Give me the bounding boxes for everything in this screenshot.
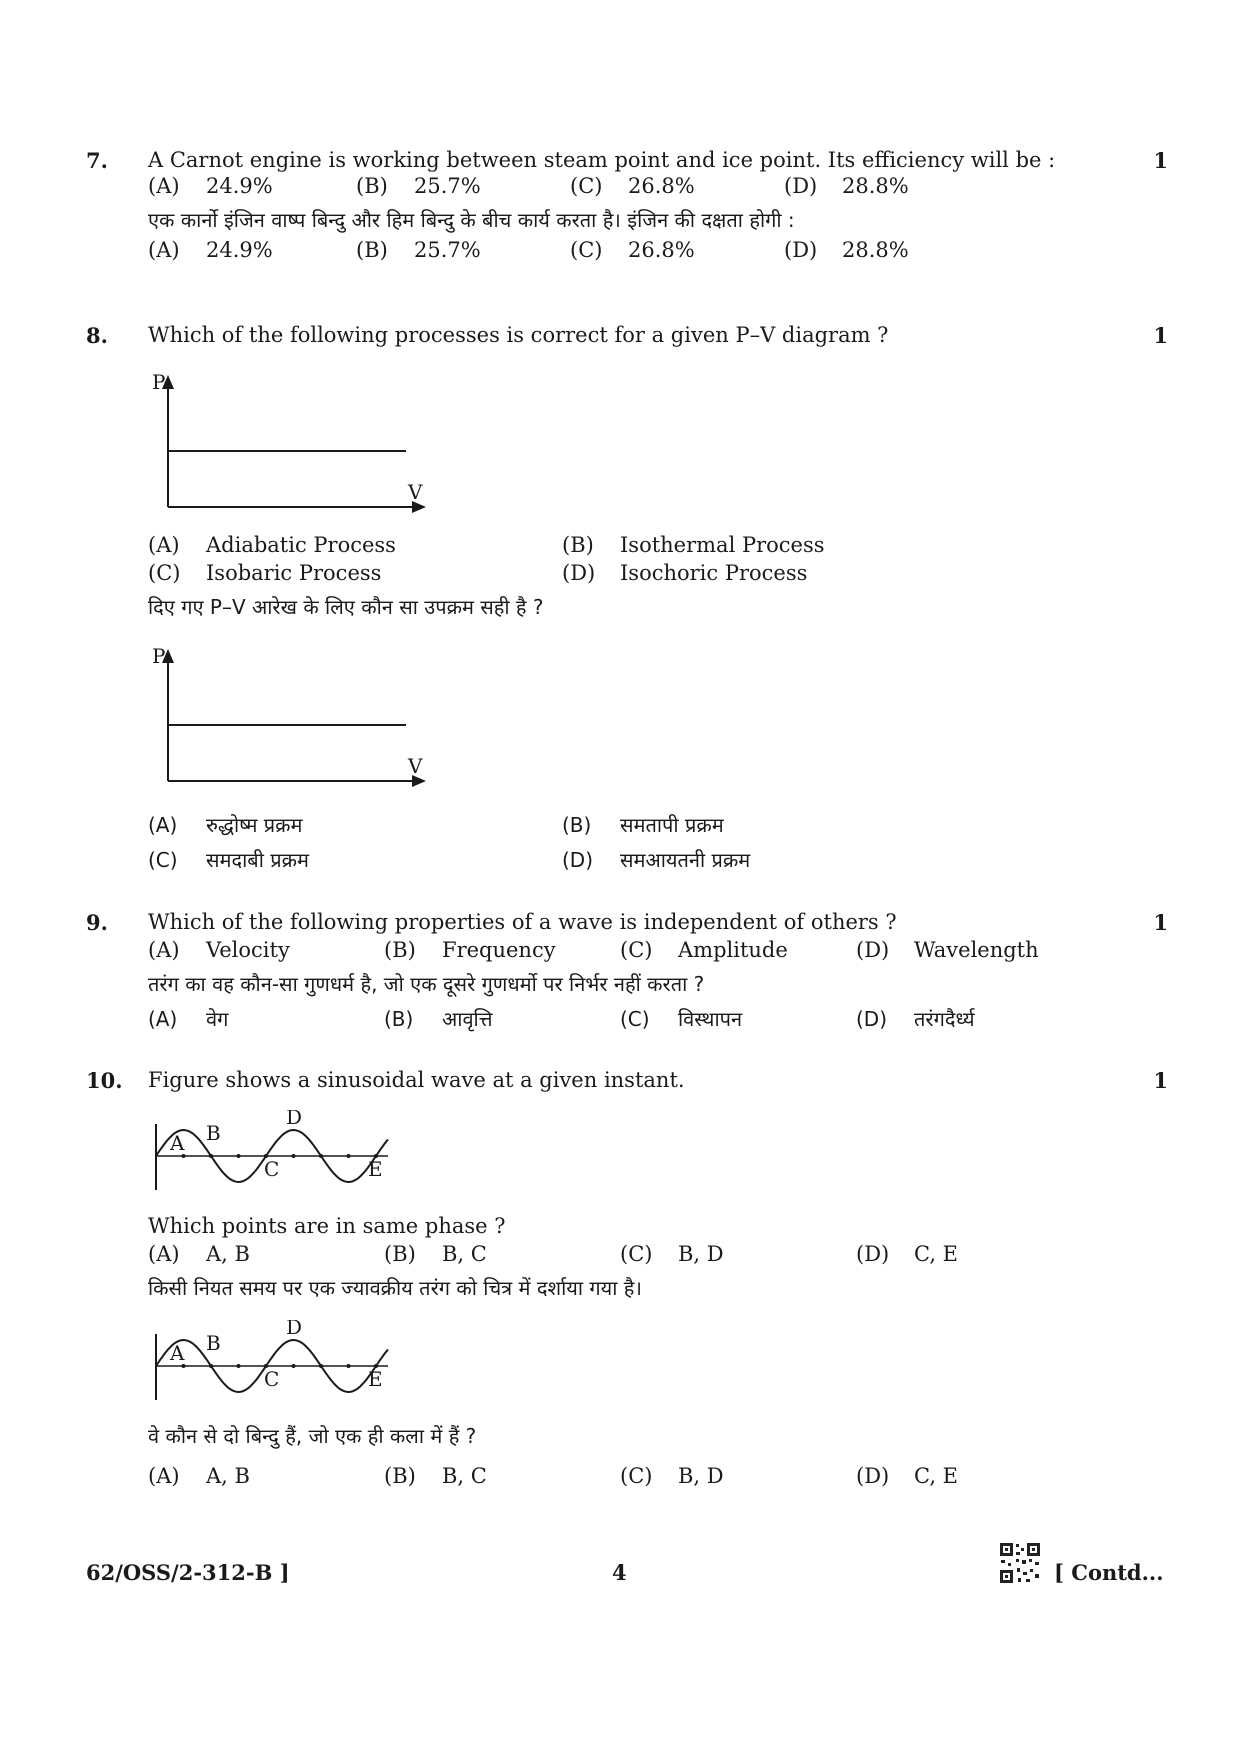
marks: 1 [1153, 910, 1168, 935]
option-c[interactable]: (C) Isobaric Process [148, 561, 382, 585]
question-text-en: A Carnot engine is working between steam point and ice point. Its efficiency will be : [148, 148, 1056, 172]
axis-label-p: P [152, 644, 166, 668]
option-c-hi[interactable]: (C) 26.8% [570, 238, 695, 262]
page-number: 4 [612, 1560, 627, 1585]
axis-dot [209, 1154, 213, 1158]
option-b-hi[interactable]: (B) आवृत्ति [384, 1007, 493, 1031]
option-a[interactable]: (A) Adiabatic Process [148, 533, 396, 557]
axis-dot [347, 1364, 351, 1368]
option-b-hi[interactable]: (B) समतापी प्रक्रम [562, 813, 724, 837]
option-d-hi[interactable]: (D) 28.8% [784, 238, 909, 262]
option-c-hi[interactable]: (C) B, D [620, 1464, 724, 1488]
wave-point-label-b: B [206, 1331, 221, 1355]
marks: 1 [1153, 1068, 1168, 1093]
sinusoidal-wave-diagram [148, 1110, 408, 1200]
sinusoidal-wave-diagram-hi [148, 1320, 408, 1410]
axis-dot [319, 1364, 323, 1368]
option-c[interactable]: (C) Amplitude [620, 938, 788, 962]
option-b[interactable]: (B) Frequency [384, 938, 556, 962]
question-number: 9. [86, 910, 108, 935]
option-c[interactable]: (C) 26.8% [570, 174, 695, 198]
wave-point-label-a: A [170, 1341, 185, 1365]
option-b-hi[interactable]: (B) B, C [384, 1464, 487, 1488]
wave-point-label-a: A [170, 1131, 185, 1155]
marks: 1 [1153, 323, 1168, 348]
question-text-hi: एक कार्नो इंजिन वाष्प बिन्दु और हिम बिन्दु के बीच कार्य करता है। इंजिन की दक्षता होगी : [148, 208, 795, 232]
question-number: 10. [86, 1068, 123, 1093]
wave-point-label-d: D [286, 1320, 303, 1339]
option-a-hi[interactable]: (A) A, B [148, 1464, 250, 1488]
pv-diagram [148, 369, 448, 519]
wave-point-label-c: C [264, 1367, 280, 1391]
option-b[interactable]: (B) Isothermal Process [562, 533, 825, 557]
axis-dot [292, 1364, 296, 1368]
question-number: 7. [86, 148, 108, 173]
option-a[interactable]: (A) Velocity [148, 938, 290, 962]
axis-label-v: V [408, 754, 423, 778]
pv-diagram-hi [148, 643, 448, 793]
option-a-hi[interactable]: (A) वेग [148, 1007, 229, 1031]
option-d-hi[interactable]: (D) समआयतनी प्रक्रम [562, 848, 751, 872]
option-c-hi[interactable]: (C) समदाबी प्रक्रम [148, 848, 309, 872]
qr-code-icon [999, 1542, 1041, 1584]
option-d[interactable]: (D) 28.8% [784, 174, 909, 198]
option-a[interactable]: (A) 24.9% [148, 174, 273, 198]
axis-dot [209, 1364, 213, 1368]
option-b[interactable]: (B) B, C [384, 1242, 487, 1266]
wave-point-label-c: C [264, 1157, 280, 1181]
axis-label-v: V [408, 480, 423, 504]
question-text-hi: किसी नियत समय पर एक ज्यावक्रीय तरंग को चित्र में दर्शाया गया है। [148, 1276, 643, 1300]
wave-point-label-b: B [206, 1121, 221, 1145]
wave-point-label-d: D [286, 1110, 303, 1129]
marks: 1 [1153, 148, 1168, 173]
contd-label: [ Contd... [1054, 1560, 1164, 1585]
option-c-hi[interactable]: (C) विस्थापन [620, 1007, 743, 1031]
question-text-hi: तरंग का वह कौन-सा गुणधर्म है, जो एक दूसरे गुणधर्मो पर निर्भर नहीं करता ? [148, 972, 705, 996]
axis-dot [237, 1154, 241, 1158]
option-d-hi[interactable]: (D) तरंगदैर्ध्य [856, 1007, 975, 1031]
wave-point-label-e: E [368, 1367, 383, 1391]
option-d[interactable]: (D) Isochoric Process [562, 561, 808, 585]
paper-code: 62/OSS/2-312-B ] [86, 1560, 290, 1585]
option-d[interactable]: (D) Wavelength [856, 938, 1039, 962]
option-a-hi[interactable]: (A) 24.9% [148, 238, 273, 262]
sub-question-hi: वे कौन से दो बिन्दु हैं, जो एक ही कला में हैं ? [148, 1424, 477, 1448]
option-c[interactable]: (C) B, D [620, 1242, 724, 1266]
question-text-en: Figure shows a sinusoidal wave at a given instant. [148, 1068, 685, 1092]
axis-dot [347, 1154, 351, 1158]
axis-dot [292, 1154, 296, 1158]
question-number: 8. [86, 323, 108, 348]
question-text-en: Which of the following properties of a wave is independent of others ? [148, 910, 897, 934]
option-d-hi[interactable]: (D) C, E [856, 1464, 958, 1488]
axis-label-p: P [152, 370, 166, 394]
option-d[interactable]: (D) C, E [856, 1242, 958, 1266]
sub-question-en: Which points are in same phase ? [148, 1214, 506, 1238]
option-b[interactable]: (B) 25.7% [356, 174, 481, 198]
axis-dot [319, 1154, 323, 1158]
question-text-en: Which of the following processes is correct for a given P–V diagram ? [148, 323, 889, 347]
axis-dot [237, 1364, 241, 1368]
option-a-hi[interactable]: (A) रुद्धोष्म प्रक्रम [148, 813, 303, 837]
option-b-hi[interactable]: (B) 25.7% [356, 238, 481, 262]
wave-point-label-e: E [368, 1157, 383, 1181]
option-a[interactable]: (A) A, B [148, 1242, 250, 1266]
question-text-hi: दिए गए P–V आरेख के लिए कौन सा उपक्रम सही है ? [148, 595, 544, 619]
